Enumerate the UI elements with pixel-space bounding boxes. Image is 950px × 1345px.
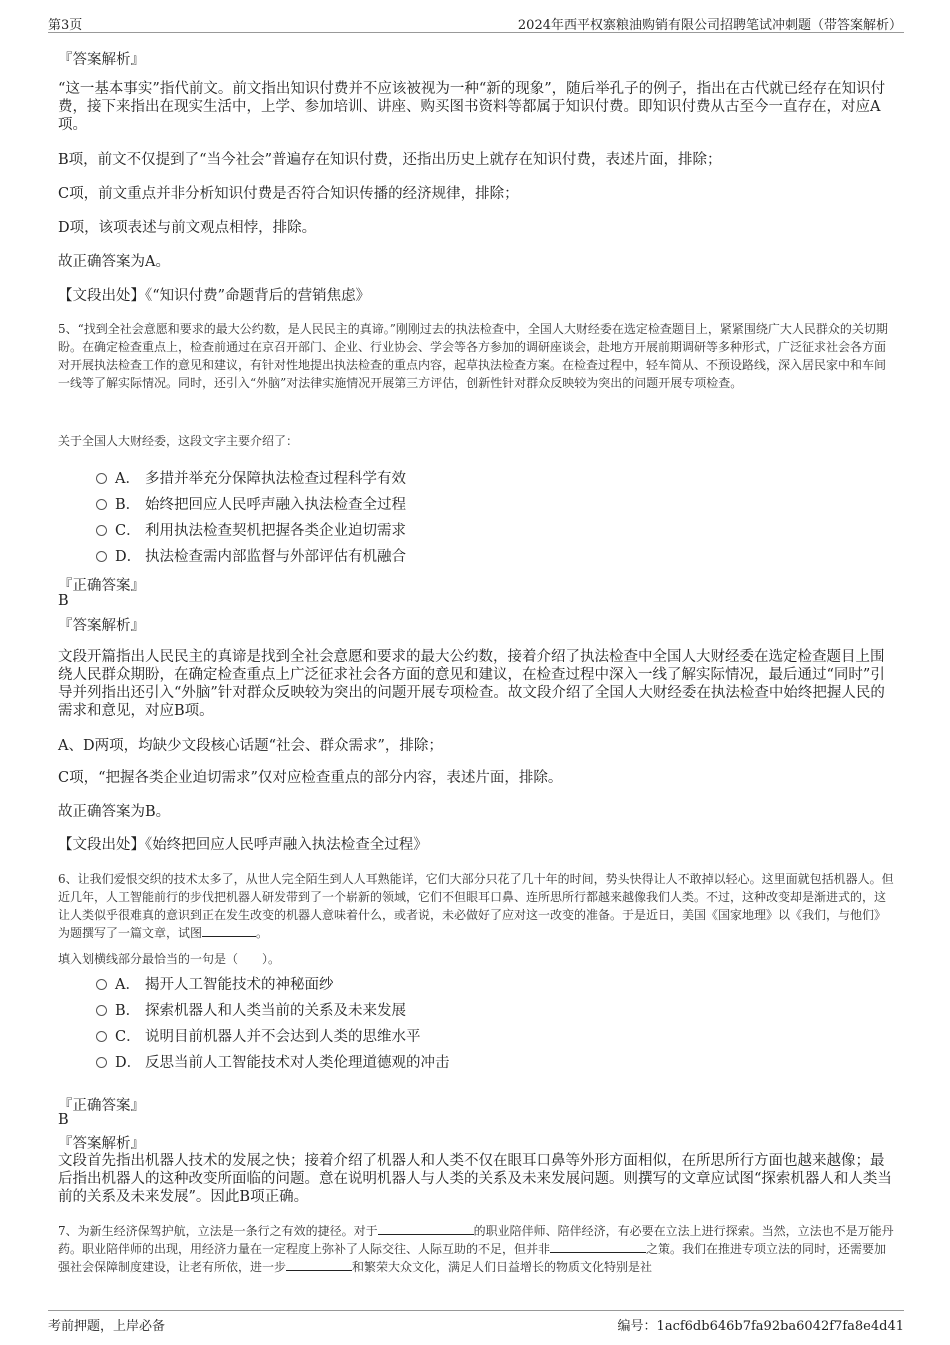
q5-answer-line: 故正确答案为B。 — [58, 804, 171, 820]
q4-analysis-p4: D项，该项表述与前文观点相悖，排除。 — [58, 220, 317, 236]
q6-answer: B — [58, 1112, 69, 1128]
q5-source: 【文段出处】《始终把回应人民呼声融入执法检查全过程》 — [58, 837, 428, 853]
q4-answer-line: 故正确答案为A。 — [58, 254, 170, 270]
q5-option-c[interactable]: C． 利用执法检查契机把握各类企业迫切需求 — [96, 519, 796, 539]
blank-line — [202, 924, 256, 937]
q7-stem: 7、为新生经济保驾护航，立法是一条行之有效的捷径。对于 的职业陪伴师、陪伴经济，有必要在立法上进行探索。当然，立法也不是万能丹药。职业陪伴师的出现，用经济力量在一定程度上弥补了人际交往、人际互助的不足，但并非 之策。我们在推进专项立法的同时，还需要加强社会保障制度建设，让老有所依，进一步 和繁荣大众文化，满足人们日益增长的物质文化特别是社 — [58, 1224, 894, 1274]
radio-icon[interactable] — [96, 525, 107, 536]
q6-option-d[interactable]: D． 反思当前人工智能技术对人类伦理道德观的冲击 — [96, 1051, 796, 1071]
q6-option-c[interactable]: C． 说明目前机器人并不会达到人类的思维水平 — [96, 1025, 796, 1045]
q6-analysis-label: 『答案解析』 — [58, 1136, 145, 1152]
page-number: 第3页 — [48, 18, 83, 33]
q6-analysis: 文段首先指出机器人技术的发展之快；接着介绍了机器人和人类不仅在眼耳口鼻等外形方面相似，在所思所行方面也越来越像；最后指出机器人的这种改变所面临的问题。意在说明机器人与人类的关系及未来发展问题。则撰写的文章应试图“探索机器人和人类当前的关系及未来发展”。因此B项正确。 — [58, 1153, 892, 1205]
q5-question: 关于全国人大财经委，这段文字主要介绍了： — [58, 434, 299, 448]
radio-icon[interactable] — [96, 551, 107, 562]
q4-analysis-p2: B项，前文不仅提到了“当今社会”普遍存在知识付费，还指出历史上就存在知识付费，表述片面，排除； — [58, 152, 722, 168]
q6-option-a[interactable]: A． 揭开人工智能技术的神秘面纱 — [96, 973, 796, 993]
q6-stem: 6、让我们爱恨交织的技术太多了，从世人完全陌生到人人耳熟能详，它们大部分只花了几十年的时间，势头快得让人不敢掉以轻心。这里面就包括机器人。但近几年，人工智能前行的步伐把机器人研发带到了一个崭新的领域，它们不但眼耳口鼻、连所思所行都越来越像我们人类。不过，这种改变却是渐进式的，这让人类似乎很难真的意识到正在发生改变的机器人意味着什么，或者说，未必做好了应对这一改变的准备。于是近日，美国《国家地理》以《我们，与他们》为题撰写了一篇文章，试图 。 — [58, 872, 894, 940]
q5-option-b[interactable]: B． 始终把回应人民呼声融入执法检查全过程 — [96, 493, 796, 513]
blank-line — [378, 1222, 474, 1235]
radio-icon[interactable] — [96, 1005, 107, 1016]
q5-answer-label: 『正确答案』 — [58, 578, 145, 594]
q5-stem: 5、“找到全社会意愿和要求的最大公约数，是人民民主的真谛。”刚刚过去的执法检查中，全国人大财经委在选定检查题目上，紧紧围绕广大人民群众的关切期盼。在确定检查重点上，检查前通过在京召开部门、企业、行业协会、学会等各方参加的调研座谈会，赴地方开展前期调研等多种形式，广泛征求社会各方面对开展执法检查工作的意见和建议，有针对性地提出执法检查的重点内容，起草执法检查方案。在检查过程中，轻车简从、不预设路线，深入居民家中和车间一线等了解实际情况。同时，还引入“外脑”对法律实施情况开展第三方评估，创新性针对群众反映较为突出的问题开展专项检查。 — [58, 322, 888, 390]
footer-slogan: 考前押题，上岸必备 — [48, 1319, 166, 1334]
q5-analysis-p1: 文段开篇指出人民民主的真谛是找到全社会意愿和要求的最大公约数，接着介绍了执法检查中全国人大财经委在选定检查题目上围绕人民群众期盼，在确定检查重点上广泛征求社会各方面的意见和建议，在检查过程中深入一线了解实际情况，最后通过“同时”引导并列指出还引入“外脑”针对群众反映较为突出的问题开展专项检查。故文段介绍了全国人大财经委在执法检查中始终把握人民的需求和意见，对应B项。 — [58, 649, 885, 719]
q4-analysis-p1: “这一基本事实”指代前文。前文指出知识付费并不应该被视为一种“新的现象”，随后举孔子的例子，指出在古代就已经存在知识付费，接下来指出在现实生活中，上学、参加培训、讲座、购买图书资料等都属于知识付费。即知识付费从古至今一直存在，对应A项。 — [58, 81, 886, 133]
q4-analysis-p3: C项，前文重点并非分析知识付费是否符合知识传播的经济规律，排除； — [58, 186, 519, 202]
footer-serial: 编号：1acf6db646b7fa92ba6042f7fa8e4d41 — [617, 1319, 904, 1334]
q6-answer-label: 『正确答案』 — [58, 1098, 145, 1114]
q6-prompt: 填入划横线部分最恰当的一句是（ ）。 — [58, 952, 281, 966]
q5-analysis-p2: A、D两项，均缺少文段核心话题“社会、群众需求”，排除； — [58, 738, 443, 754]
q4-source: 【文段出处】《“知识付费”命题背后的营销焦虑》 — [58, 288, 371, 304]
q5-option-d[interactable]: D． 执法检查需内部监督与外部评估有机融合 — [96, 545, 796, 565]
radio-icon[interactable] — [96, 1057, 107, 1068]
q5-analysis-p3: C项，“把握各类企业迫切需求”仅对应检查重点的部分内容，表述片面，排除。 — [58, 770, 563, 786]
radio-icon[interactable] — [96, 1031, 107, 1042]
q6-option-b[interactable]: B． 探索机器人和人类当前的关系及未来发展 — [96, 999, 796, 1019]
document-title: 2024年西平权寨粮油购销有限公司招聘笔试冲刺题（带答案解析） — [517, 18, 902, 33]
q5-analysis-label: 『答案解析』 — [58, 618, 145, 634]
page-footer — [48, 1310, 904, 1333]
radio-icon[interactable] — [96, 979, 107, 990]
q5-option-a[interactable]: A． 多措并举充分保障执法检查过程科学有效 — [96, 467, 796, 487]
page-header — [48, 12, 904, 33]
radio-icon[interactable] — [96, 473, 107, 484]
blank-line — [550, 1240, 646, 1253]
q5-answer: B — [58, 593, 69, 609]
q4-analysis-label: 『答案解析』 — [58, 52, 145, 68]
blank-line — [286, 1258, 352, 1271]
radio-icon[interactable] — [96, 499, 107, 510]
